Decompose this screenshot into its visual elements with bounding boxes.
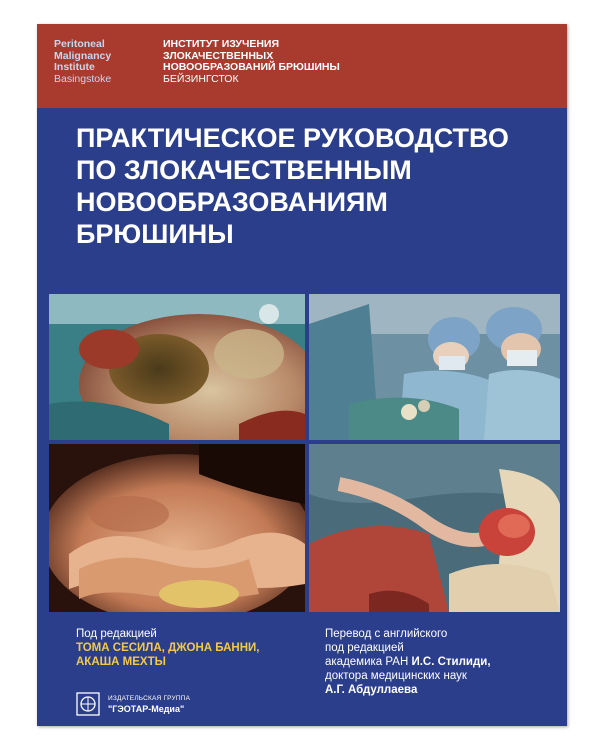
publisher-logo-icon (76, 692, 100, 716)
pmi-line: Institute (54, 61, 95, 73)
translator-title: академика РАН (325, 656, 412, 668)
title-line: ПРАКТИЧЕСКОЕ РУКОВОДСТВО (76, 123, 509, 153)
institute-line: ИНСТИТУТ ИЗУЧЕНИЯ (163, 38, 280, 50)
title-line: ПО ЗЛОКАЧЕСТВЕННЫМ (76, 155, 412, 185)
surgery-photo-specimen (309, 444, 560, 612)
translator-name: И.С. Стилиди, (411, 656, 491, 668)
title-line: НОВООБРАЗОВАНИЯМ (76, 187, 388, 217)
editor-names (76, 641, 316, 669)
pmi-location: Basingstoke (54, 72, 112, 85)
editors-block (76, 627, 316, 669)
cover-header-band (37, 24, 567, 108)
title-line: БРЮШИНЫ (76, 219, 234, 249)
translation-line (325, 655, 560, 669)
pmi-line: Malignancy (54, 49, 112, 62)
surgery-photo-surgeons (309, 294, 560, 440)
editors-label: Под редакцией (76, 628, 157, 640)
publisher-name: "ГЭОТАР-Медиа" (108, 704, 185, 714)
pmi-line: Peritoneal (54, 38, 105, 50)
translation-line: под редакцией (325, 642, 404, 654)
surgery-photo-laparoscopy (49, 444, 305, 612)
pmi-logo-text (54, 39, 111, 85)
translation-line: Перевод с английского (325, 628, 448, 640)
institute-location: БЕЙЗИНГСТОК (163, 72, 239, 85)
institute-name (163, 39, 340, 85)
translation-credits (325, 627, 560, 697)
book-cover (37, 24, 567, 726)
surgery-photo-abdomen (49, 294, 305, 440)
editor-names-line: АКАША МЕХТЫ (76, 656, 166, 668)
institute-line: ЗЛОКАЧЕСТВЕННЫХ (163, 49, 274, 62)
translation-line: доктора медицинских наук (325, 670, 467, 682)
publisher-group-label: ИЗДАТЕЛЬСКАЯ ГРУППА (108, 695, 191, 702)
book-title (76, 122, 556, 250)
editor-names-line: ТОМА СЕСИЛА, ДЖОНА БАННИ, (76, 642, 260, 654)
co-translator-name: А.Г. Абдуллаева (325, 684, 418, 696)
institute-line: НОВООБРАЗОВАНИЙ БРЮШИНЫ (163, 61, 340, 73)
